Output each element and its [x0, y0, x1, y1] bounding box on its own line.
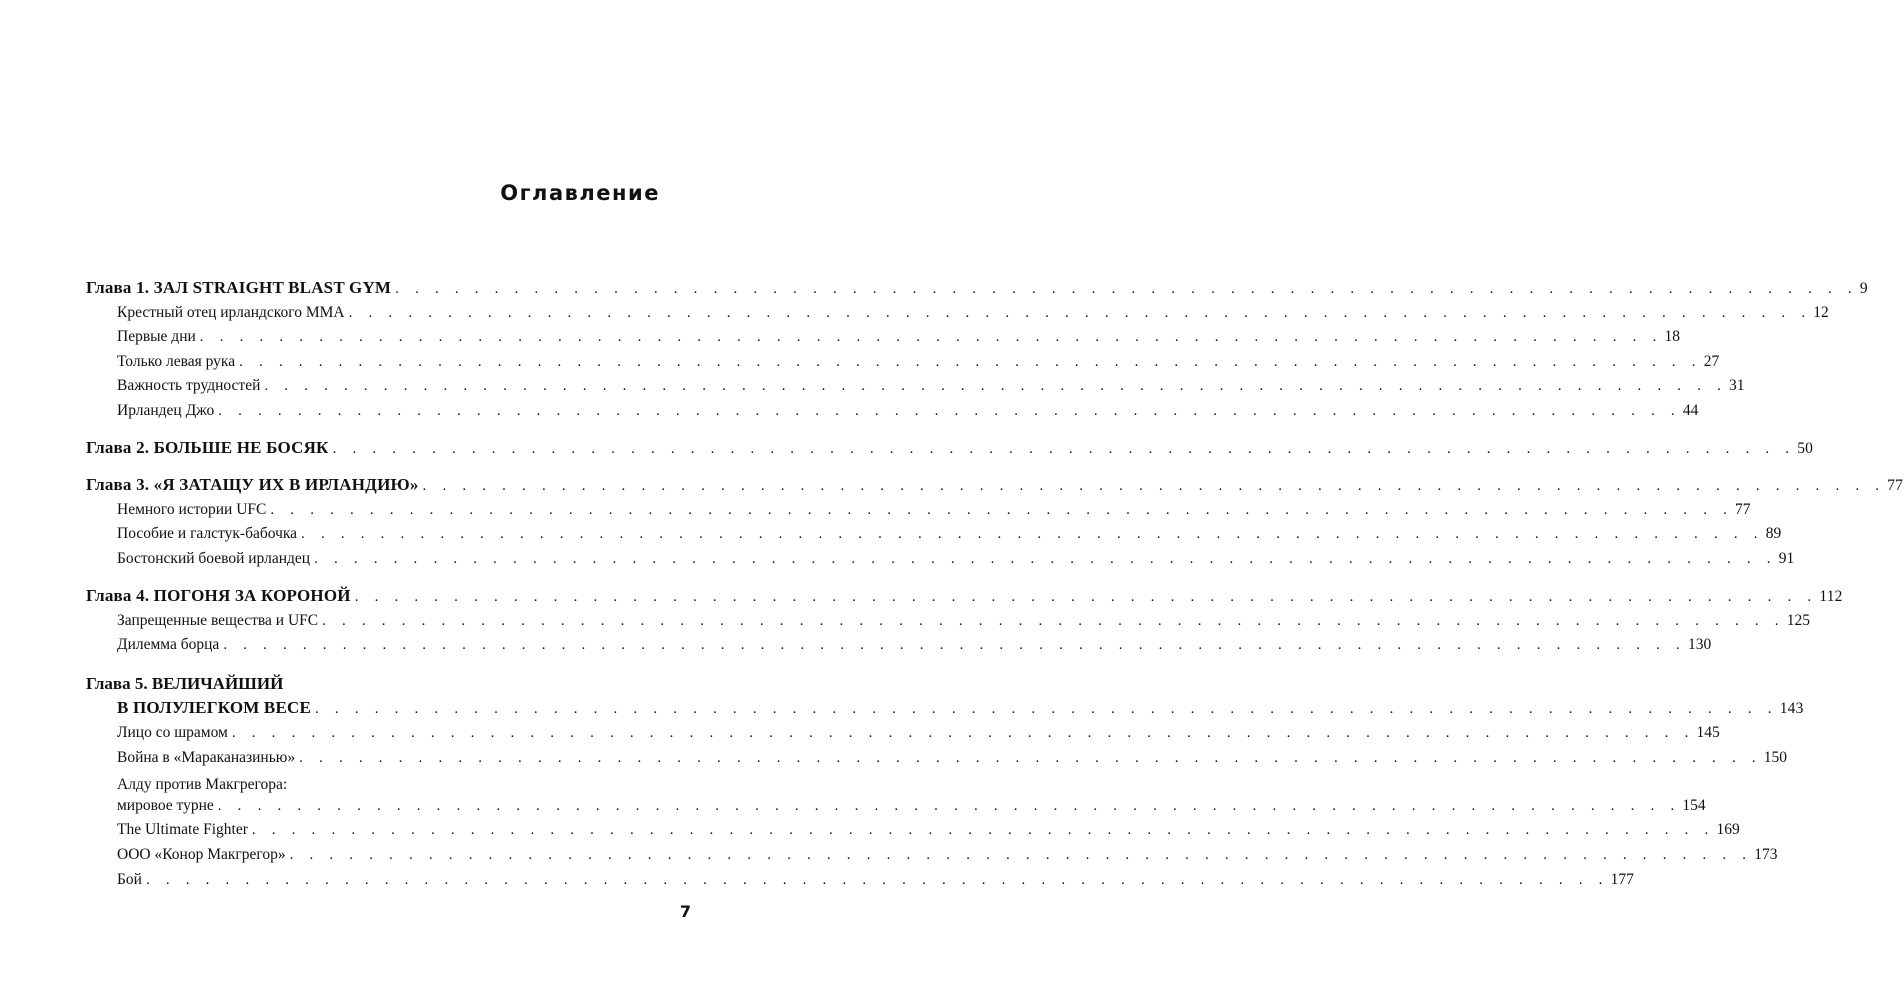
toc-section[interactable] — [86, 818, 1740, 843]
toc-page-number: 31 — [1729, 377, 1745, 395]
toc-section-title: Бостонский боевой ирландец — [117, 549, 311, 567]
dot-leader: . . . . . . . . . . . . . . . . . . . . . . . . . . . . . . . . . . . . . . . . . . . . . . . . . . . . . . . . . . . . . . . . . . . . . . . . . . — [395, 281, 1858, 297]
toc-section[interactable] — [86, 399, 1699, 424]
toc-section-title: Война в «Мараканазинью» — [117, 748, 296, 766]
toc-page-number: 177 — [1610, 870, 1634, 888]
dot-leader: . . . . . . . . . . . . . . . . . . . . . . . . . . . . . . . . . . . . . . . . . . . . . . . . . . . . . . . . . . . . . . . . . . . . . . . . . . — [422, 478, 1886, 495]
toc-page-number: 130 — [1687, 636, 1712, 654]
toc-chapter-title: Глава 1. ЗАЛ STRAIGHT BLAST GYM — [86, 278, 392, 297]
toc-page-number: 44 — [1682, 401, 1699, 419]
dot-leader: . . . . . . . . . . . . . . . . . . . . . . . . . . . . . . . . . . . . . . . . . . . . . . . . . . . . . . . . . . . . . . . . . . . . . . . . . . — [289, 846, 1753, 863]
dot-leader: . . . . . . . . . . . . . . . . . . . . . . . . . . . . . . . . . . . . . . . . . . . . . . . . . . . . . . . . . . . . . . . . . . . . . . . . . . — [264, 378, 1728, 395]
dot-leader: . . . . . . . . . . . . . . . . . . . . . . . . . . . . . . . . . . . . . . . . . . . . . . . . . . . . . . . . . . . . . . . . . . . . . . . . . . — [332, 441, 1796, 458]
dot-leader: . . . . . . . . . . . . . . . . . . . . . . . . . . . . . . . . . . . . . . . . . . . . . . . . . . . . . . . . . . . . . . . . . . . . . . . . . . — [348, 304, 1812, 321]
toc-page-number: 91 — [1778, 549, 1795, 567]
toc-page-number: 77 — [1887, 477, 1903, 495]
dot-leader: . . . . . . . . . . . . . . . . . . . . . . . . . . . . . . . . . . . . . . . . . . . . . . . . . . . . . . . . . . . . . . . . . . . . . . . . . . — [239, 353, 1702, 370]
toc-section-title: Крестный отец ирландского ММА — [117, 303, 345, 321]
toc-page-number: 143 — [1779, 700, 1804, 718]
toc-section[interactable] — [86, 868, 1634, 893]
toc-section-title: Только левая рука — [117, 352, 236, 370]
toc-chapter-1[interactable] — [86, 276, 1868, 301]
toc-section-title: Бой — [117, 870, 142, 888]
toc-section-title: Важность трудностей — [117, 377, 261, 395]
toc-section-title: Лицо со шрамом — [117, 724, 228, 741]
dot-leader: . . . . . . . . . . . . . . . . . . . . . . . . . . . . . . . . . . . . . . . . . . . . . . . . . . . . . . . . . . . . . . . . . . . . . . . . . . — [223, 637, 1686, 654]
toc-page-number: 27 — [1703, 352, 1720, 370]
toc-page-number: 89 — [1765, 525, 1782, 543]
toc-page-number: 150 — [1763, 748, 1788, 766]
toc-section[interactable] — [86, 547, 1795, 572]
toc-section[interactable] — [86, 374, 1745, 399]
toc-page-number: 145 — [1696, 724, 1720, 741]
toc-page-number: 154 — [1682, 796, 1706, 814]
toc-chapter-title: В ПОЛУЛЕГКОМ ВЕСЕ — [117, 698, 312, 718]
dot-leader: . . . . . . . . . . . . . . . . . . . . . . . . . . . . . . . . . . . . . . . . . . . . . . . . . . . . . . . . . . . . . . . . . . . . . . . . . . — [218, 402, 1681, 419]
toc-page-number: 50 — [1797, 440, 1814, 458]
toc-chapter-5[interactable] — [86, 696, 1804, 721]
toc-section[interactable] — [86, 794, 1706, 819]
toc-section-title: ООО «Конор Макгрегор» — [117, 845, 286, 863]
toc-section-title: Первые дни — [117, 328, 196, 346]
toc-chapter-title: Глава 3. «Я ЗАТАЩУ ИХ В ИРЛАНДИЮ» — [86, 475, 419, 495]
toc-section-title: Запрещенные вещества и UFC — [117, 611, 319, 629]
dot-leader: . . . . . . . . . . . . . . . . . . . . . . . . . . . . . . . . . . . . . . . . . . . . . . . . . . . . . . . . . . . . . . . . . . . . . . . . . . — [354, 589, 1818, 606]
page-number: 7 — [679, 902, 691, 921]
toc-section-title: The Ultimate Fighter — [117, 821, 248, 839]
toc-section[interactable] — [86, 609, 1810, 634]
toc-section[interactable] — [86, 843, 1778, 868]
dot-leader: . . . . . . . . . . . . . . . . . . . . . . . . . . . . . . . . . . . . . . . . . . . . . . . . . . . . . . . . . . . . . . . . . . . . . . . . . . — [199, 329, 1663, 346]
dot-leader: . . . . . . . . . . . . . . . . . . . . . . . . . . . . . . . . . . . . . . . . . . . . . . . . . . . . . . . . . . . . . . . . . . . . . . . . . . — [315, 701, 1778, 718]
toc-section-line1[interactable]: Алду против Макгрегора: — [117, 776, 288, 794]
toc-chapter-4[interactable] — [86, 584, 1843, 609]
toc-section[interactable] — [86, 301, 1829, 326]
toc-section-title: Пособие и галстук-бабочка — [117, 525, 298, 543]
dot-leader: . . . . . . . . . . . . . . . . . . . . . . . . . . . . . . . . . . . . . . . . . . . . . . . . . . . . . . . . . . . . . . . . . . . . . . . . . . — [322, 612, 1785, 629]
toc-page-number: 169 — [1716, 821, 1740, 839]
toc-page-number: 77 — [1735, 500, 1751, 518]
toc-section[interactable] — [86, 522, 1782, 547]
toc-page-number: 173 — [1754, 845, 1778, 863]
toc-section[interactable] — [86, 721, 1720, 746]
dot-leader: . . . . . . . . . . . . . . . . . . . . . . . . . . . . . . . . . . . . . . . . . . . . . . . . . . . . . . . . . . . . . . . . . . . . . . . . . . — [231, 725, 1695, 741]
toc-chapter-3[interactable] — [86, 473, 1903, 498]
dot-leader: . . . . . . . . . . . . . . . . . . . . . . . . . . . . . . . . . . . . . . . . . . . . . . . . . . . . . . . . . . . . . . . . . . . . . . . . . . — [314, 550, 1777, 567]
toc-chapter-title: Глава 2. БОЛЬШЕ НЕ БОСЯК — [86, 438, 329, 458]
toc-section[interactable] — [86, 325, 1680, 350]
toc-page-number: 112 — [1819, 588, 1843, 606]
table-of-contents — [86, 276, 1903, 892]
toc-section-title: мировое турне — [117, 796, 214, 814]
dot-leader: . . . . . . . . . . . . . . . . . . . . . . . . . . . . . . . . . . . . . . . . . . . . . . . . . . . . . . . . . . . . . . . . . . . . . . . . . . — [251, 822, 1715, 839]
toc-section-title: Дилемма борца — [117, 636, 220, 654]
dot-leader: . . . . . . . . . . . . . . . . . . . . . . . . . . . . . . . . . . . . . . . . . . . . . . . . . . . . . . . . . . . . . . . . . . . . . . . . . . — [145, 871, 1609, 888]
page-title: Оглавление — [500, 181, 660, 205]
dot-leader: . . . . . . . . . . . . . . . . . . . . . . . . . . . . . . . . . . . . . . . . . . . . . . . . . . . . . . . . . . . . . . . . . . . . . . . . . . — [270, 501, 1734, 518]
toc-chapter-2[interactable] — [86, 436, 1814, 461]
toc-section-title: Немного истории UFC — [117, 500, 267, 518]
toc-page-number: 18 — [1664, 328, 1680, 346]
toc-chapter-title: Глава 4. ПОГОНЯ ЗА КОРОНОЙ — [86, 586, 351, 606]
toc-section[interactable] — [86, 350, 1720, 375]
toc-section[interactable] — [86, 746, 1788, 771]
toc-section[interactable] — [86, 633, 1712, 658]
toc-page-number: 12 — [1813, 303, 1829, 321]
toc-page-number: 125 — [1786, 611, 1810, 629]
toc-section-title: Ирландец Джо — [117, 401, 215, 419]
dot-leader: . . . . . . . . . . . . . . . . . . . . . . . . . . . . . . . . . . . . . . . . . . . . . . . . . . . . . . . . . . . . . . . . . . . . . . . . . . — [301, 526, 1764, 543]
toc-page-number: 9 — [1859, 280, 1868, 297]
dot-leader: . . . . . . . . . . . . . . . . . . . . . . . . . . . . . . . . . . . . . . . . . . . . . . . . . . . . . . . . . . . . . . . . . . . . . . . . . . — [217, 797, 1681, 814]
toc-chapter-5-line1[interactable]: Глава 5. ВЕЛИЧАЙШИЙ — [86, 673, 284, 693]
dot-leader: . . . . . . . . . . . . . . . . . . . . . . . . . . . . . . . . . . . . . . . . . . . . . . . . . . . . . . . . . . . . . . . . . . . . . . . . . . — [299, 749, 1762, 766]
toc-section[interactable] — [86, 498, 1751, 523]
